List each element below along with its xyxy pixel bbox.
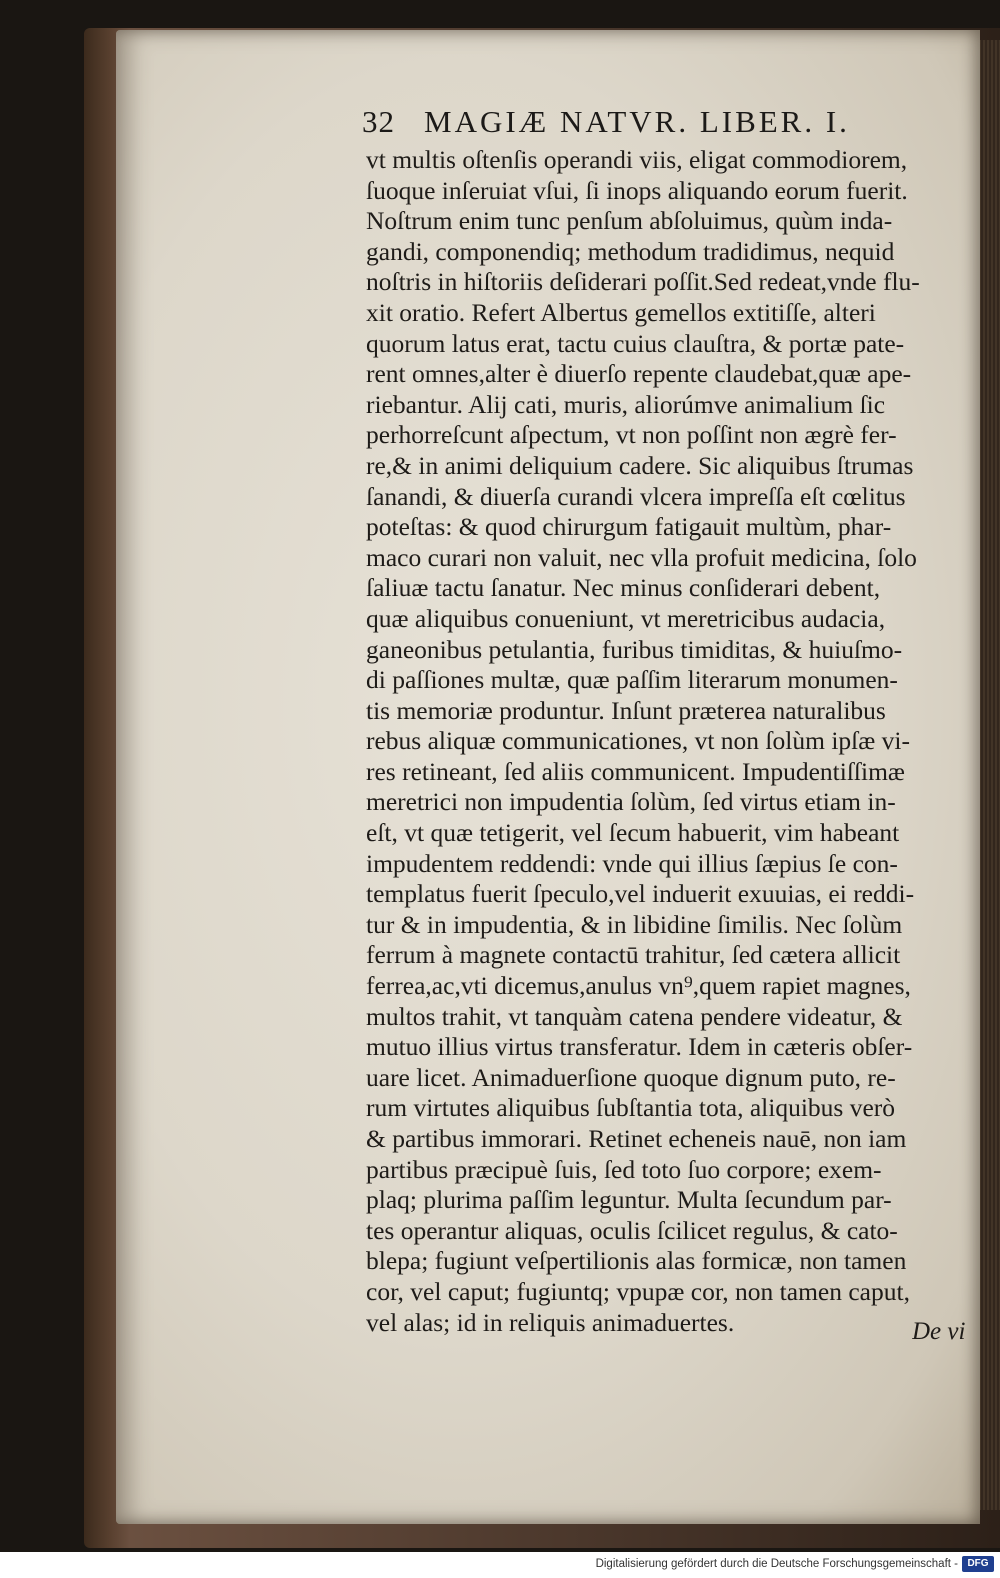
text-line: Noſtrum enim tunc penſum abſoluimus, quùm inda-	[366, 206, 893, 236]
body-text	[366, 145, 976, 1338]
text-line: multos trahit, vt tanquàm catena pendere videatur, &	[366, 1001, 903, 1031]
text-line: uare licet. Animaduerſione quoque dignum puto, re-	[366, 1062, 896, 1092]
text-line: noſtris in hiſtoriis deſiderari poſſit.Sed redeat,vnde flu-	[366, 267, 920, 297]
text-line: plaq; plurima paſſim leguntur. Multa ſecundum par-	[366, 1185, 892, 1215]
text-line: ganeonibus petulantia, furibus timiditas, & huiuſmo-	[366, 634, 903, 664]
text-line: gandi, componendiq; methodum tradidimus, nequid	[366, 236, 895, 266]
text-line: riebantur. Alij cati, muris, aliorúmve animalium ſic	[366, 389, 886, 419]
text-line: meretrici non impudentia ſolùm, ſed virtus etiam in-	[366, 787, 896, 817]
text-line: re,& in animi deliquium cadere. Sic aliquibus ſtrumas	[366, 450, 914, 480]
text-line: tes operantur aliquas, oculis ſcilicet regulus, & cato-	[366, 1215, 898, 1245]
text-line: mutuo illius virtus transferatur. Idem in cæteris obſer-	[366, 1032, 913, 1062]
text-line: tur & in impudentia, & in libidine ſimilis. Nec ſolùm	[366, 909, 903, 939]
catchword: De vi	[912, 1318, 966, 1345]
text-line: cor, vel caput; fugiuntq; vpupæ cor, non tamen caput,	[366, 1276, 910, 1306]
running-head: MAGIÆ NATVR. LIBER. I.	[424, 104, 850, 139]
text-line: tis memoriæ produntur. Inſunt præterea naturalibus	[366, 695, 886, 725]
text-line: ſaliuæ tactu ſanatur. Nec minus conſiderari debent,	[366, 573, 881, 603]
page-header	[362, 104, 962, 148]
text-line: ferrum à magnete contactū trahitur, ſed cætera allicit	[366, 940, 901, 970]
text-line: rebus aliquæ communicationes, vt non ſolùm ipſæ vi-	[366, 726, 910, 756]
text-line: vel alas; id in reliquis animaduertes.	[366, 1307, 735, 1337]
page-number: 32	[362, 104, 395, 139]
text-line: partibus præcipuè ſuis, ſed toto ſuo corpore; exem-	[366, 1154, 882, 1184]
text-line: quæ aliquibus conueniunt, vt meretricibus audacia,	[366, 603, 886, 633]
dfg-logo[interactable]: DFG	[962, 1556, 994, 1572]
text-line: poteſtas: & quod chirurgum fatigauit multùm, phar-	[366, 512, 892, 542]
text-line: & partibus immorari. Retinet echeneis nauē, non iam	[366, 1124, 907, 1153]
text-line: rum virtutes aliquibus ſubſtantia tota, aliquibus verò	[366, 1093, 896, 1123]
text-line: eſt, vt quæ tetigerit, vel ſecum habuerit, vim habeant	[366, 818, 900, 848]
text-line: rent omnes,alter è diuerſo repente claudebat,quæ ape-	[366, 359, 912, 389]
funding-notice: Digitalisierung gefördert durch die Deutsche Forschungsgemeinschaft -	[595, 1558, 958, 1570]
text-line: blepa; fugiunt veſpertilionis alas formicæ, non tamen	[366, 1246, 907, 1276]
text-line: ferrea,ac,vti dicemus,anulus vn⁹,quem rapiet magnes,	[366, 971, 911, 1001]
text-line: quorum latus erat, tactu cuius clauſtra, & portæ pate-	[366, 328, 905, 358]
text-line: di paſſiones multæ, quæ paſſim literarum monumen-	[366, 665, 898, 695]
text-line: templatus fuerit ſpeculo,vel induerit exuuias, ei reddi-	[366, 879, 915, 909]
text-line: vt multis oſtenſis operandi viis, eligat commodiorem,	[366, 145, 908, 174]
text-line: maco curari non valuit, nec vlla profuit medicina, ſolo	[366, 542, 917, 572]
text-line: res retineant, ſed aliis communicent. Impudentiſſimæ	[366, 756, 905, 786]
text-line: ſuoque inſeruiat vſui, ſi inops aliquando eorum fuerit.	[366, 175, 908, 205]
footer-bar	[0, 1552, 1000, 1578]
text-line: xit oratio. Refert Albertus gemellos extitiſſe, alteri	[366, 297, 876, 327]
text-line: ſanandi, & diuerſa curandi vlcera impreſſa eſt cœlitus	[366, 481, 906, 511]
text-line: impudentem reddendi: vnde qui illius ſæpius ſe con-	[366, 848, 898, 878]
text-line: perhorreſcunt aſpectum, vt non poſſint non ægrè fer-	[366, 420, 897, 450]
